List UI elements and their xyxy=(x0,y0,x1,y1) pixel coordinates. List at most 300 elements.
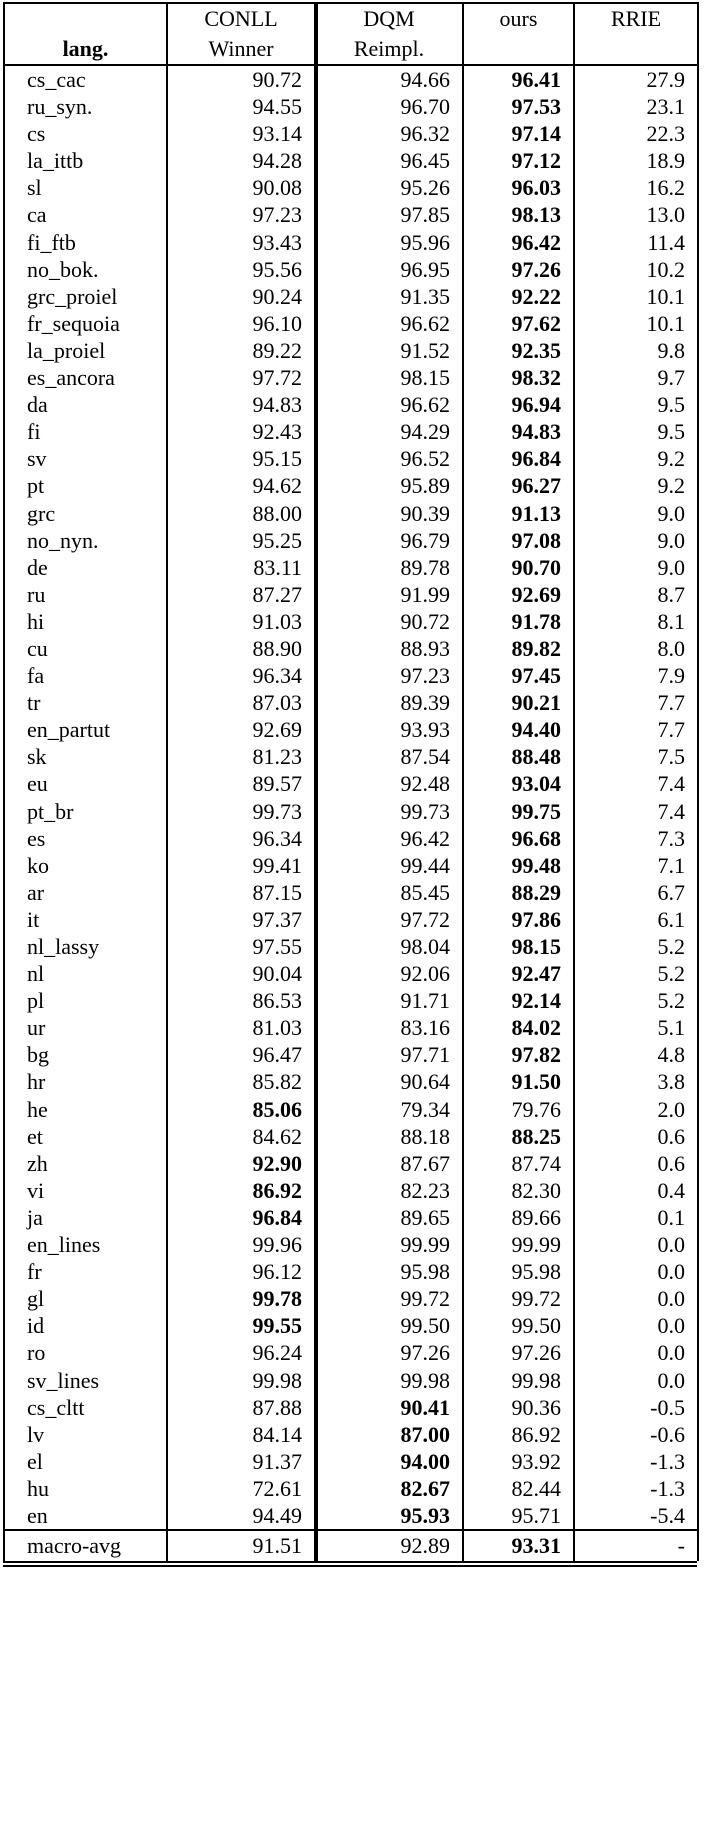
cell-conll: 92.69 xyxy=(167,716,315,743)
cell-lang: cs_cac xyxy=(27,67,86,92)
cell-lang: et xyxy=(27,1123,43,1149)
cell-lang: ar xyxy=(27,879,45,905)
cell-ours: 97.26 xyxy=(463,256,574,283)
table-bottom-rule xyxy=(3,1561,697,1563)
header-rrie-top xyxy=(574,3,698,34)
table-row xyxy=(4,1448,698,1475)
cell-ours: 88.29 xyxy=(463,879,574,906)
cell-rrie: 9.5 xyxy=(574,418,698,445)
cell-dqm: 87.67 xyxy=(315,1150,463,1177)
table-row xyxy=(4,662,698,689)
cell-ours: 99.72 xyxy=(463,1285,574,1312)
cell-rrie: 16.2 xyxy=(574,174,698,201)
cell-ours: 94.40 xyxy=(463,716,574,743)
cell-dqm: 99.98 xyxy=(315,1367,463,1394)
cell-dqm: 99.72 xyxy=(315,1285,463,1312)
table-row xyxy=(4,1014,698,1041)
cell-rrie: -1.3 xyxy=(574,1475,698,1502)
cell-dqm: 99.99 xyxy=(315,1231,463,1258)
cell-lang: el xyxy=(27,1448,43,1474)
cell-conll: 97.37 xyxy=(167,906,315,933)
cell-conll: 91.51 xyxy=(167,1530,315,1561)
table-row xyxy=(4,147,698,174)
cell-dqm: 90.39 xyxy=(315,500,463,527)
table-row xyxy=(4,364,698,391)
cell-dqm: 79.34 xyxy=(315,1096,463,1123)
table-row xyxy=(4,743,698,770)
table-row xyxy=(4,445,698,472)
cell-rrie: 5.1 xyxy=(574,1014,698,1041)
cell-dqm: 97.26 xyxy=(315,1339,463,1366)
cell-conll: 94.83 xyxy=(167,391,315,418)
table-row xyxy=(4,825,698,852)
table-row xyxy=(4,337,698,364)
cell-rrie: 7.4 xyxy=(574,770,698,797)
cell-dqm: 91.71 xyxy=(315,987,463,1014)
cell-conll: 96.84 xyxy=(167,1204,315,1231)
cell-conll: 97.72 xyxy=(167,364,315,391)
cell-lang: nl xyxy=(27,961,45,987)
table-header xyxy=(4,3,698,65)
header-ours-top xyxy=(463,3,574,34)
cell-lang: gl xyxy=(27,1286,45,1312)
table-row xyxy=(4,1041,698,1068)
cell-conll: 87.03 xyxy=(167,689,315,716)
cell-rrie: 2.0 xyxy=(574,1096,698,1123)
cell-conll: 96.34 xyxy=(167,825,315,852)
cell-ours: 90.70 xyxy=(463,554,574,581)
cell-conll: 95.25 xyxy=(167,527,315,554)
cell-dqm: 96.95 xyxy=(315,256,463,283)
cell-ours: 96.41 xyxy=(463,65,574,93)
cell-ours: 96.27 xyxy=(463,472,574,499)
cell-rrie: 0.0 xyxy=(574,1367,698,1394)
table-row xyxy=(4,1231,698,1258)
cell-conll: 90.08 xyxy=(167,174,315,201)
cell-lang: pt xyxy=(27,473,45,499)
table-row xyxy=(4,1394,698,1421)
cell-conll: 94.49 xyxy=(167,1502,315,1530)
cell-lang: sk xyxy=(27,744,47,770)
cell-conll: 96.47 xyxy=(167,1041,315,1068)
cell-rrie: 10.1 xyxy=(574,310,698,337)
cell-conll: 90.04 xyxy=(167,960,315,987)
cell-dqm: 98.15 xyxy=(315,364,463,391)
cell-conll: 87.88 xyxy=(167,1394,315,1421)
cell-ours: 92.35 xyxy=(463,337,574,364)
cell-dqm: 91.99 xyxy=(315,581,463,608)
cell-dqm: 95.26 xyxy=(315,174,463,201)
cell-ours: 97.86 xyxy=(463,906,574,933)
cell-dqm: 87.54 xyxy=(315,743,463,770)
cell-lang: da xyxy=(27,392,48,418)
cell-ours: 99.48 xyxy=(463,852,574,879)
table-row xyxy=(4,65,698,93)
cell-ours: 93.31 xyxy=(463,1530,574,1561)
cell-lang: lv xyxy=(27,1421,45,1447)
cell-dqm: 91.35 xyxy=(315,283,463,310)
cell-ours: 98.13 xyxy=(463,201,574,228)
cell-lang: vi xyxy=(27,1177,45,1203)
cell-conll: 85.82 xyxy=(167,1068,315,1095)
cell-conll: 96.34 xyxy=(167,662,315,689)
table-row xyxy=(4,1502,698,1530)
cell-conll: 97.23 xyxy=(167,201,315,228)
cell-lang: id xyxy=(27,1313,45,1339)
cell-dqm: 82.23 xyxy=(315,1177,463,1204)
cell-rrie: 9.2 xyxy=(574,472,698,499)
cell-conll: 93.14 xyxy=(167,120,315,147)
cell-dqm: 96.45 xyxy=(315,147,463,174)
cell-ours: 99.75 xyxy=(463,798,574,825)
header-rrie-bottom xyxy=(574,34,698,65)
cell-rrie: 8.0 xyxy=(574,635,698,662)
table-row xyxy=(4,1367,698,1394)
cell-rrie: 8.7 xyxy=(574,581,698,608)
cell-ours: 91.50 xyxy=(463,1068,574,1095)
cell-ours: 86.92 xyxy=(463,1421,574,1448)
cell-conll: 89.22 xyxy=(167,337,315,364)
cell-dqm: 85.45 xyxy=(315,879,463,906)
cell-dqm: 95.96 xyxy=(315,229,463,256)
cell-rrie: 7.4 xyxy=(574,798,698,825)
table-row xyxy=(4,1475,698,1502)
cell-lang: fa xyxy=(27,663,45,689)
cell-dqm: 90.72 xyxy=(315,608,463,635)
cell-lang: pl xyxy=(27,988,45,1014)
cell-dqm: 92.06 xyxy=(315,960,463,987)
cell-lang: hr xyxy=(27,1069,46,1095)
cell-conll: 94.28 xyxy=(167,147,315,174)
cell-dqm: 89.39 xyxy=(315,689,463,716)
cell-dqm: 96.62 xyxy=(315,310,463,337)
cell-rrie: 0.0 xyxy=(574,1339,698,1366)
cell-conll: 83.11 xyxy=(167,554,315,581)
cell-ours: 90.36 xyxy=(463,1394,574,1421)
header-lang-bottom-text: lang. xyxy=(62,36,109,61)
table-row xyxy=(4,1339,698,1366)
cell-conll: 87.27 xyxy=(167,581,315,608)
cell-rrie: 6.7 xyxy=(574,879,698,906)
cell-rrie: 10.1 xyxy=(574,283,698,310)
cell-lang: sl xyxy=(27,175,42,201)
table-row xyxy=(4,174,698,201)
cell-rrie: 7.7 xyxy=(574,716,698,743)
table-row xyxy=(4,229,698,256)
cell-conll: 86.92 xyxy=(167,1177,315,1204)
cell-ours: 82.30 xyxy=(463,1177,574,1204)
cell-conll: 84.62 xyxy=(167,1123,315,1150)
cell-lang: en xyxy=(27,1502,48,1528)
table-row xyxy=(4,120,698,147)
table-row xyxy=(4,1421,698,1448)
cell-conll: 99.96 xyxy=(167,1231,315,1258)
header-lang-top xyxy=(4,3,167,34)
cell-ours: 97.12 xyxy=(463,147,574,174)
cell-dqm: 99.73 xyxy=(315,798,463,825)
header-lang-bottom xyxy=(4,34,167,65)
table-row xyxy=(4,635,698,662)
cell-lang: es_ancora xyxy=(27,365,115,391)
cell-dqm: 96.52 xyxy=(315,445,463,472)
cell-ours: 92.69 xyxy=(463,581,574,608)
cell-rrie: 7.7 xyxy=(574,689,698,716)
cell-conll: 99.78 xyxy=(167,1285,315,1312)
cell-ours: 88.48 xyxy=(463,743,574,770)
cell-ours: 93.92 xyxy=(463,1448,574,1475)
table-row xyxy=(4,1096,698,1123)
cell-conll: 96.12 xyxy=(167,1258,315,1285)
cell-ours: 96.68 xyxy=(463,825,574,852)
header-dqm-bottom xyxy=(315,34,463,65)
cell-rrie: -0.6 xyxy=(574,1421,698,1448)
cell-ours: 79.76 xyxy=(463,1096,574,1123)
cell-ours: 98.32 xyxy=(463,364,574,391)
cell-conll: 81.03 xyxy=(167,1014,315,1041)
cell-dqm: 93.93 xyxy=(315,716,463,743)
cell-conll: 90.24 xyxy=(167,283,315,310)
header-ours-top-text: ours xyxy=(499,6,538,31)
cell-dqm: 94.66 xyxy=(315,65,463,93)
cell-dqm: 99.50 xyxy=(315,1312,463,1339)
cell-conll: 92.90 xyxy=(167,1150,315,1177)
cell-ours: 97.62 xyxy=(463,310,574,337)
table-row xyxy=(4,906,698,933)
cell-ours: 89.82 xyxy=(463,635,574,662)
cell-lang: cs_cltt xyxy=(27,1394,85,1420)
table-row xyxy=(4,960,698,987)
table-row xyxy=(4,391,698,418)
cell-rrie: 5.2 xyxy=(574,960,698,987)
cell-conll: 81.23 xyxy=(167,743,315,770)
cell-ours: 92.14 xyxy=(463,987,574,1014)
cell-rrie: -5.4 xyxy=(574,1502,698,1530)
cell-ours: 88.25 xyxy=(463,1123,574,1150)
header-ours-bottom xyxy=(463,34,574,65)
cell-conll: 84.14 xyxy=(167,1421,315,1448)
results-table-container xyxy=(3,2,697,1561)
cell-lang: ko xyxy=(27,852,49,878)
cell-ours: 97.82 xyxy=(463,1041,574,1068)
cell-conll: 85.06 xyxy=(167,1096,315,1123)
cell-ours: 99.99 xyxy=(463,1231,574,1258)
cell-dqm: 96.42 xyxy=(315,825,463,852)
cell-ours: 91.13 xyxy=(463,500,574,527)
cell-rrie: 9.0 xyxy=(574,527,698,554)
cell-dqm: 97.85 xyxy=(315,201,463,228)
cell-rrie: 7.1 xyxy=(574,852,698,879)
cell-dqm: 96.62 xyxy=(315,391,463,418)
cell-dqm: 98.04 xyxy=(315,933,463,960)
cell-ours: 92.22 xyxy=(463,283,574,310)
cell-dqm: 90.64 xyxy=(315,1068,463,1095)
cell-lang: eu xyxy=(27,771,48,797)
cell-rrie: 0.0 xyxy=(574,1231,698,1258)
cell-lang: en_lines xyxy=(27,1232,101,1258)
cell-rrie: -1.3 xyxy=(574,1448,698,1475)
cell-rrie: 23.1 xyxy=(574,93,698,120)
header-conll-top xyxy=(167,3,315,34)
cell-lang: fi_ftb xyxy=(27,229,76,255)
table-row xyxy=(4,1068,698,1095)
table-row xyxy=(4,527,698,554)
cell-conll: 96.24 xyxy=(167,1339,315,1366)
cell-lang: grc_proiel xyxy=(27,283,118,309)
cell-conll: 94.55 xyxy=(167,93,315,120)
cell-lang: bg xyxy=(27,1042,49,1068)
header-rrie-top-text: RRIE xyxy=(610,6,662,31)
cell-rrie: 9.8 xyxy=(574,337,698,364)
cell-lang: fr_sequoia xyxy=(27,310,120,336)
cell-dqm: 96.70 xyxy=(315,93,463,120)
cell-rrie: 9.0 xyxy=(574,500,698,527)
cell-dqm: 89.65 xyxy=(315,1204,463,1231)
cell-ours: 96.03 xyxy=(463,174,574,201)
cell-conll: 89.57 xyxy=(167,770,315,797)
cell-dqm: 91.52 xyxy=(315,337,463,364)
cell-dqm: 90.41 xyxy=(315,1394,463,1421)
cell-dqm: 82.67 xyxy=(315,1475,463,1502)
cell-lang: hi xyxy=(27,608,45,634)
header-conll-bottom xyxy=(167,34,315,65)
table-row xyxy=(4,310,698,337)
table-bottom-rule-second xyxy=(3,1565,697,1567)
cell-dqm: 87.00 xyxy=(315,1421,463,1448)
table-row xyxy=(4,933,698,960)
cell-ours: 99.50 xyxy=(463,1312,574,1339)
cell-rrie: 18.9 xyxy=(574,147,698,174)
cell-ours: 97.26 xyxy=(463,1339,574,1366)
cell-lang: tr xyxy=(27,690,41,716)
table-row xyxy=(4,283,698,310)
cell-dqm: 97.71 xyxy=(315,1041,463,1068)
cell-ours: 96.84 xyxy=(463,445,574,472)
table-row xyxy=(4,500,698,527)
cell-lang: ro xyxy=(27,1340,46,1366)
cell-conll: 86.53 xyxy=(167,987,315,1014)
cell-conll: 99.55 xyxy=(167,1312,315,1339)
cell-lang: la_proiel xyxy=(27,337,106,363)
table-row xyxy=(4,1312,698,1339)
cell-lang: nl_lassy xyxy=(27,934,100,959)
cell-rrie: 22.3 xyxy=(574,120,698,147)
cell-dqm: 92.48 xyxy=(315,770,463,797)
cell-dqm: 95.89 xyxy=(315,472,463,499)
table-row xyxy=(4,256,698,283)
table-row xyxy=(4,581,698,608)
cell-conll: 88.90 xyxy=(167,635,315,662)
cell-lang: no_nyn. xyxy=(27,527,99,553)
cell-dqm: 94.29 xyxy=(315,418,463,445)
cell-ours: 82.44 xyxy=(463,1475,574,1502)
table-row xyxy=(4,608,698,635)
cell-rrie: 0.4 xyxy=(574,1177,698,1204)
cell-ours: 97.53 xyxy=(463,93,574,120)
cell-ours: 98.15 xyxy=(463,933,574,960)
cell-rrie: 7.5 xyxy=(574,743,698,770)
cell-rrie: 27.9 xyxy=(574,65,698,93)
cell-lang: fi xyxy=(27,419,41,445)
cell-rrie: 4.8 xyxy=(574,1041,698,1068)
cell-rrie: 0.1 xyxy=(574,1204,698,1231)
cell-dqm: 96.32 xyxy=(315,120,463,147)
cell-ours: 97.45 xyxy=(463,662,574,689)
cell-lang: zh xyxy=(27,1150,48,1176)
cell-ours: 87.74 xyxy=(463,1150,574,1177)
cell-ours: 99.98 xyxy=(463,1367,574,1394)
cell-conll: 99.41 xyxy=(167,852,315,879)
cell-dqm: 88.18 xyxy=(315,1123,463,1150)
header-row-bottom xyxy=(4,34,698,65)
cell-lang: macro-avg xyxy=(4,1530,167,1561)
header-dqm-top xyxy=(315,3,463,34)
header-dqm-bottom-text: Reimpl. xyxy=(353,36,425,61)
cell-ours: 96.94 xyxy=(463,391,574,418)
cell-rrie: 9.5 xyxy=(574,391,698,418)
cell-rrie: 9.0 xyxy=(574,554,698,581)
cell-conll: 96.10 xyxy=(167,310,315,337)
results-table xyxy=(3,2,699,1561)
cell-lang: ru_syn. xyxy=(27,94,93,120)
cell-rrie: - xyxy=(574,1530,698,1561)
cell-rrie: 0.0 xyxy=(574,1258,698,1285)
table-body xyxy=(4,65,698,1561)
table-row xyxy=(4,770,698,797)
table-row xyxy=(4,716,698,743)
cell-conll: 99.73 xyxy=(167,798,315,825)
table-row xyxy=(4,1204,698,1231)
cell-lang: ca xyxy=(27,202,47,228)
cell-dqm: 97.72 xyxy=(315,906,463,933)
cell-lang: sv_lines xyxy=(27,1367,100,1393)
cell-lang: la_ittb xyxy=(27,148,84,174)
cell-dqm: 88.93 xyxy=(315,635,463,662)
cell-dqm: 94.00 xyxy=(315,1448,463,1475)
cell-lang: it xyxy=(27,906,40,932)
cell-dqm: 83.16 xyxy=(315,1014,463,1041)
cell-dqm: 89.78 xyxy=(315,554,463,581)
cell-lang: de xyxy=(27,554,48,580)
cell-rrie: 6.1 xyxy=(574,906,698,933)
cell-rrie: 10.2 xyxy=(574,256,698,283)
cell-rrie: -0.5 xyxy=(574,1394,698,1421)
table-row xyxy=(4,798,698,825)
cell-lang: cs xyxy=(27,121,46,147)
table-row xyxy=(4,879,698,906)
cell-rrie: 0.0 xyxy=(574,1285,698,1312)
cell-lang: en_partut xyxy=(27,717,111,743)
table-row xyxy=(4,1177,698,1204)
cell-lang: grc xyxy=(27,500,56,526)
table-row xyxy=(4,418,698,445)
table-row xyxy=(4,1258,698,1285)
cell-conll: 72.61 xyxy=(167,1475,315,1502)
cell-conll: 93.43 xyxy=(167,229,315,256)
header-row-top xyxy=(4,3,698,34)
cell-ours: 84.02 xyxy=(463,1014,574,1041)
summary-row xyxy=(4,1530,698,1561)
cell-lang: cu xyxy=(27,635,48,661)
cell-ours: 92.47 xyxy=(463,960,574,987)
cell-ours: 95.71 xyxy=(463,1502,574,1530)
cell-ours: 89.66 xyxy=(463,1204,574,1231)
cell-dqm: 95.98 xyxy=(315,1258,463,1285)
cell-lang: fr xyxy=(27,1259,42,1285)
header-conll-bottom-text: Winner xyxy=(208,36,274,61)
cell-rrie: 8.1 xyxy=(574,608,698,635)
cell-lang: no_bok. xyxy=(27,256,99,282)
table-row xyxy=(4,987,698,1014)
